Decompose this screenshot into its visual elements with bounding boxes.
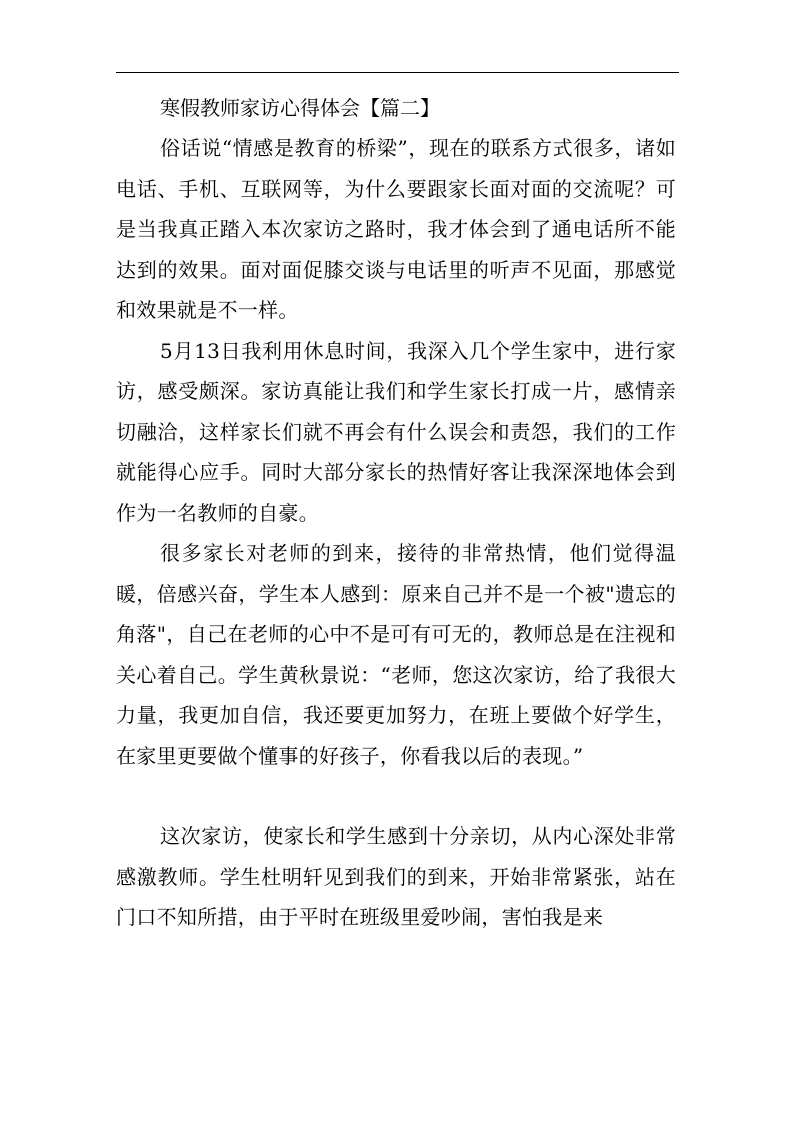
paragraph-gap: [116, 776, 676, 816]
header-rule: [116, 72, 679, 73]
paragraph-1: 俗话说“情感是教育的桥梁”，现在的联系方式很多，诸如电话、手机、互联网等，为什么要跟家长面对面的交流呢？可是当我真正踏入本次家访之路时，我才体会到了通电话所不能达到的效果。面对面促膝交谈与电话里的听声不见面，那感觉和效果就是不一样。: [116, 136, 676, 322]
paragraph-4: 这次家访，使家长和学生感到十分亲切，从内心深处非常感激教师。学生杜明轩见到我们的到来，开始非常紧张，站在门口不知所措，由于平时在班级里爱吵闹，害怕我是来: [116, 824, 676, 929]
document-title: 寒假教师家访心得体会【篇二】: [160, 96, 440, 120]
paragraph-2: 5月13日我利用休息时间，我深入几个学生家中，进行家访，感受颇深。家访真能让我们和学生家长打成一片，感情亲切融洽，这样家长们就不再会有什么误会和责怨，我们的工作就能得心应手。同时大部分家长的热情好客让我深深地体会到作为一名教师的自豪。: [116, 338, 676, 525]
paragraph-3: 很多家长对老师的到来，接待的非常热情，他们觉得温暖，倍感兴奋，学生本人感到：原来自己并不是一个被"遗忘的角落"，自己在老师的心中不是可有可无的，教师总是在注视和关心着自己。学生黄秋景说：“老师，您这次家访，给了我很大力量，我更加自信，我还要更加努力，在班上要做个好学生，在家里更要做个懂事的好孩子，你看我以后的表现。”: [116, 541, 676, 768]
document-body: [116, 88, 676, 938]
